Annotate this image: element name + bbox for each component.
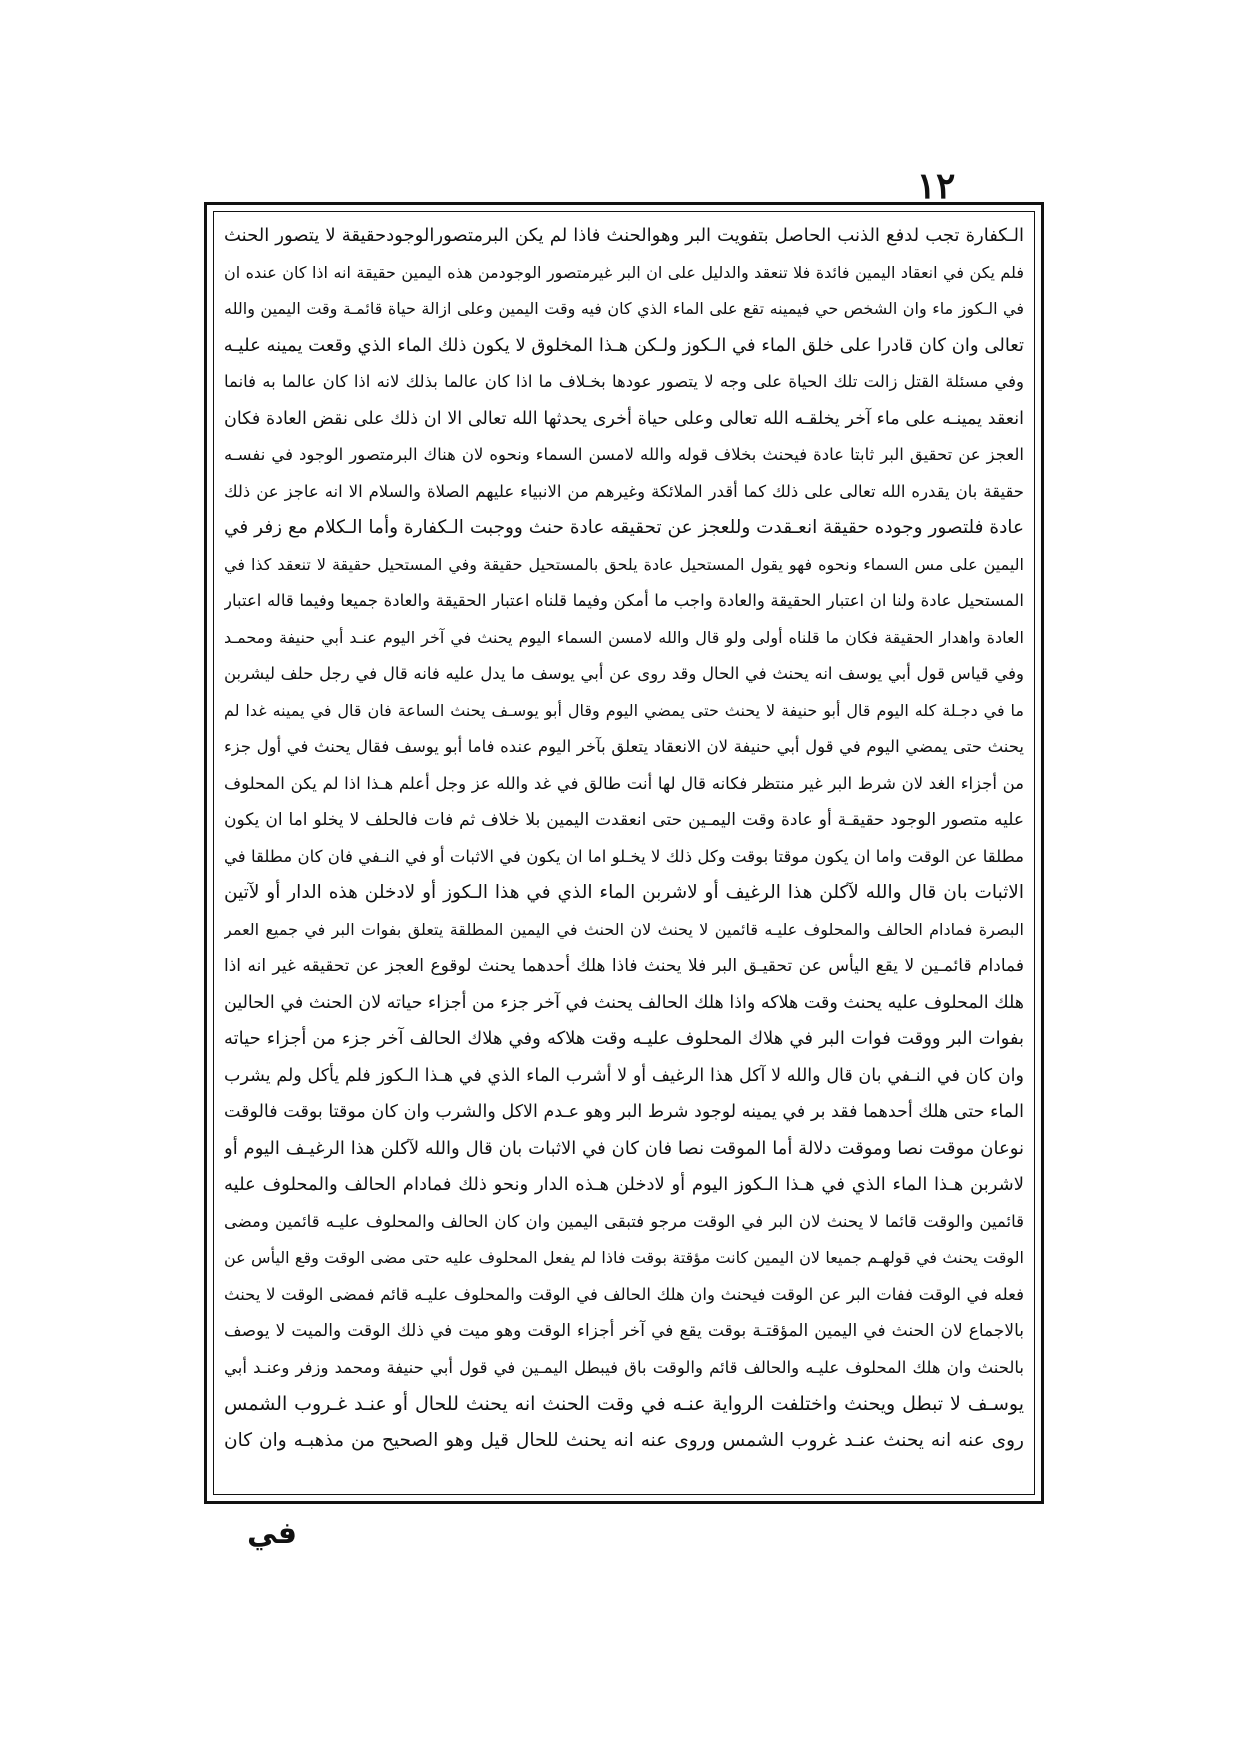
- page-number: ١٢: [916, 165, 956, 207]
- text-line: عادة فلتصور وجوده حقيقة انعـقدت وللعجز عن تحقيقه عادة حنث ووجبت الـكفارة وأما الـكلام مع زفر في: [224, 517, 1024, 538]
- text-line: العادة واهدار الحقيقة فكان ما قلناه أولى ولو قال والله لامسن السماء اليوم يحنث في آخر اليوم عنـد أبي حنيفة ومحمـد: [224, 627, 1024, 647]
- text-line: يوسـف لا تبطل ويحنث واختلفت الرواية عنـه في وقت الحنث انه يحنث للحال أو عنـد غـروب الشمس: [224, 1393, 1024, 1415]
- text-line: الاثبات بان قال والله لآكلن هذا الرغيف أو لاشربن الماء الذي في هذا الـكوز أو لادخلن هذه الدار أو لآتين: [224, 882, 1024, 903]
- page-frame-inner: [213, 211, 1035, 1495]
- text-line: وان كان في النـفي بان قال والله لا آكل هذا الرغيف أو لا أشرب الماء الذي في هـذا الـكوز فلم يأكل ولم يشرب: [224, 1065, 1024, 1086]
- text-line: البصرة فمادام الحالف والمحلوف عليـه قائمين لا يحنث لان الحنث في اليمين المطلقة يتعلق بفوات البر في جميع العمر: [224, 919, 1024, 939]
- text-line: فعله في الوقت ففات البر عن الوقت فيحنث وان هلك الحالف في الوقت والمحلوف عليـه قائم فمضى الوقت لا يحنث: [224, 1284, 1024, 1304]
- page-frame-outer: [204, 202, 1044, 1504]
- text-line: الوقت يحنث في قولهـم جميعا لان اليمين كانت مؤقتة بوقت فاذا لم يفعل المحلوف عليه حتى مضى الوقت وقع اليأس عن: [224, 1248, 1024, 1267]
- text-line: لاشربن هـذا الماء الذي في هـذا الـكوز اليوم أو لادخلن هـذه الدار ونحو ذلك فمادام الحالف والمحلوف عليه: [224, 1174, 1024, 1195]
- catchword: في: [247, 1516, 297, 1551]
- text-line: تعالى وان كان قادرا على خلق الماء في الـكوز ولـكن هـذا المخلوق لا يكون ذلك الماء الذي وقعت يمينه عليـه: [224, 334, 1024, 356]
- text-line: حقيقة بان يقدره الله تعالى على ذلك كما أقدر الملائكة وغيرهم من الانبياء عليهم الصلاة والسلام الا انه عاجز عن ذلك: [224, 481, 1024, 501]
- text-line: بالاجماع لان الحنث في اليمين المؤقتـة بوقت يقع في آخر أجزاء الوقت وهو ميت في ذلك الوقت والميت لا يوصف: [224, 1321, 1024, 1341]
- text-line: روى عنه انه يحنث عنـد غروب الشمس وروى عنه انه يحنث للحال قيل وهو الصحيح من مذهبـه وان كان: [224, 1429, 1024, 1451]
- text-line: المستحيل عادة ولنا ان اعتبار الحقيقة والعادة واجب ما أمكن وفيما قلناه اعتبار الحقيقة والعادة جميعا وفيما قاله اعتبار: [224, 591, 1024, 610]
- text-line: قائمين والوقت قائما لا يحنث لان البر في الوقت مرجو فتبقى اليمين وان كان الحالف والمحلوف عليـه قائمين ومضى: [224, 1211, 1024, 1231]
- text-line: اليمين على مس السماء ونحوه فهو يقول المستحيل عادة يلحق بالمستحيل حقيقة وفي المستحيل حقيقة لا تنعقد كذا في: [224, 554, 1024, 574]
- text-line: بفوات البر ووقت فوات البر في هلاك المحلوف عليـه وقت هلاكه وفي هلاك الحالف آخر جزء من أجزاء حياته: [224, 1028, 1024, 1049]
- text-line: الـكفارة تجب لدفع الذنب الحاصل بتفويت البر وهوالحنث فاذا لم يكن البرمتصورالوجودحقيقة لا يتصور الحنث: [224, 225, 1024, 246]
- text-line: هلك المحلوف عليه يحنث وقت هلاكه واذا هلك الحالف يحنث في آخر جزء من أجزاء حياته لان الحنث في الحالين: [224, 992, 1024, 1013]
- text-line: انعقد يمينـه على ماء آخر يخلقـه الله تعالى وعلى حياة أخرى يحدثها الله تعالى الا ان ذلك على نقض العادة فكان: [224, 408, 1024, 429]
- text-line: يحنث حتى يمضي اليوم في قول أبي حنيفة لان الانعقاد يتعلق بآخر اليوم عنده فاما أبو يوسف فقال يحنث في أول جزء: [224, 737, 1024, 756]
- body-text: [224, 218, 1024, 1459]
- text-line: في الـكوز ماء وان الشخص حي فيمينه تقع على الماء الذي كان فيه وقت اليمين وعلى ازالة حياة قائمـة وقت اليمين والله: [224, 299, 1024, 318]
- text-line: وفي مسئلة القتل زالت تلك الحياة على وجه لا يتصور عودها بخـلاف ما اذا كان عالما بذلك لانه اذا كان عالما به فانما: [224, 372, 1024, 391]
- text-line: فمادام قائمـين لا يقع اليأس عن تحقيـق البر فلا يحنث فاذا هلك أحدهما يحنث لوقوع العجز عن تحقيقه غير انه اذا: [224, 956, 1024, 976]
- text-line: الماء حتى هلك أحدهما فقد بر في يمينه لوجود شرط البر وهو عـدم الاكل والشرب وان كان موقتا بوقت فالوقت: [224, 1102, 1024, 1122]
- text-line: نوعان موقت نصا وموقت دلالة أما الموقت نصا فان كان في الاثبات بان قال والله لآكلن هذا الرغيـف اليوم أو: [224, 1137, 1024, 1159]
- text-line: ما في دجـلة كله اليوم قال أبو حنيفة لا يحنث حتى يمضي اليوم وقال أبو يوسـف يحنث الساعة فان قال في يمينه غدا لم: [224, 700, 1024, 720]
- text-line: فلم يكن في انعقاد اليمين فائدة فلا تنعقد والدليل على ان البر غيرمتصور الوجودمن هذه اليمين حقيقة انه اذا كان عنده ان: [224, 262, 1024, 282]
- text-line: عليه متصور الوجود حقيقـة أو عادة وقت اليمـين حتى انعقدت اليمين بلا خلاف ثم فات فالحلف لا يخلو اما ان يكون: [224, 810, 1024, 830]
- text-line: بالحنث وان هلك المحلوف عليـه والحالف قائم والوقت باق فيبطل اليمـين في قول أبي حنيفة ومحمد وزفر وعنـد أبي: [224, 1357, 1024, 1377]
- text-line: من أجزاء الغد لان شرط البر غير منتظر فكانه قال لها أنت طالق في غد والله عز وجل أعلم هـذا اذا لم يكن المحلوف: [224, 773, 1024, 793]
- text-line: وفي قياس قول أبي يوسف انه يحنث في الحال وقد روى عن أبي يوسف ما يدل عليه فانه قال في رجل حلف ليشربن: [224, 664, 1024, 683]
- text-line: العجز عن تحقيق البر ثابتا عادة فيحنث بخلاف قوله والله لامسن السماء ونحوه لان هناك البرمتصور الوجود في نفسـه: [224, 445, 1024, 464]
- text-line: مطلقا عن الوقت واما ان يكون موقتا بوقت وكل ذلك لا يخـلو اما ان يكون في الاثبات أو في النـفي فان كان مطلقا في: [224, 846, 1024, 866]
